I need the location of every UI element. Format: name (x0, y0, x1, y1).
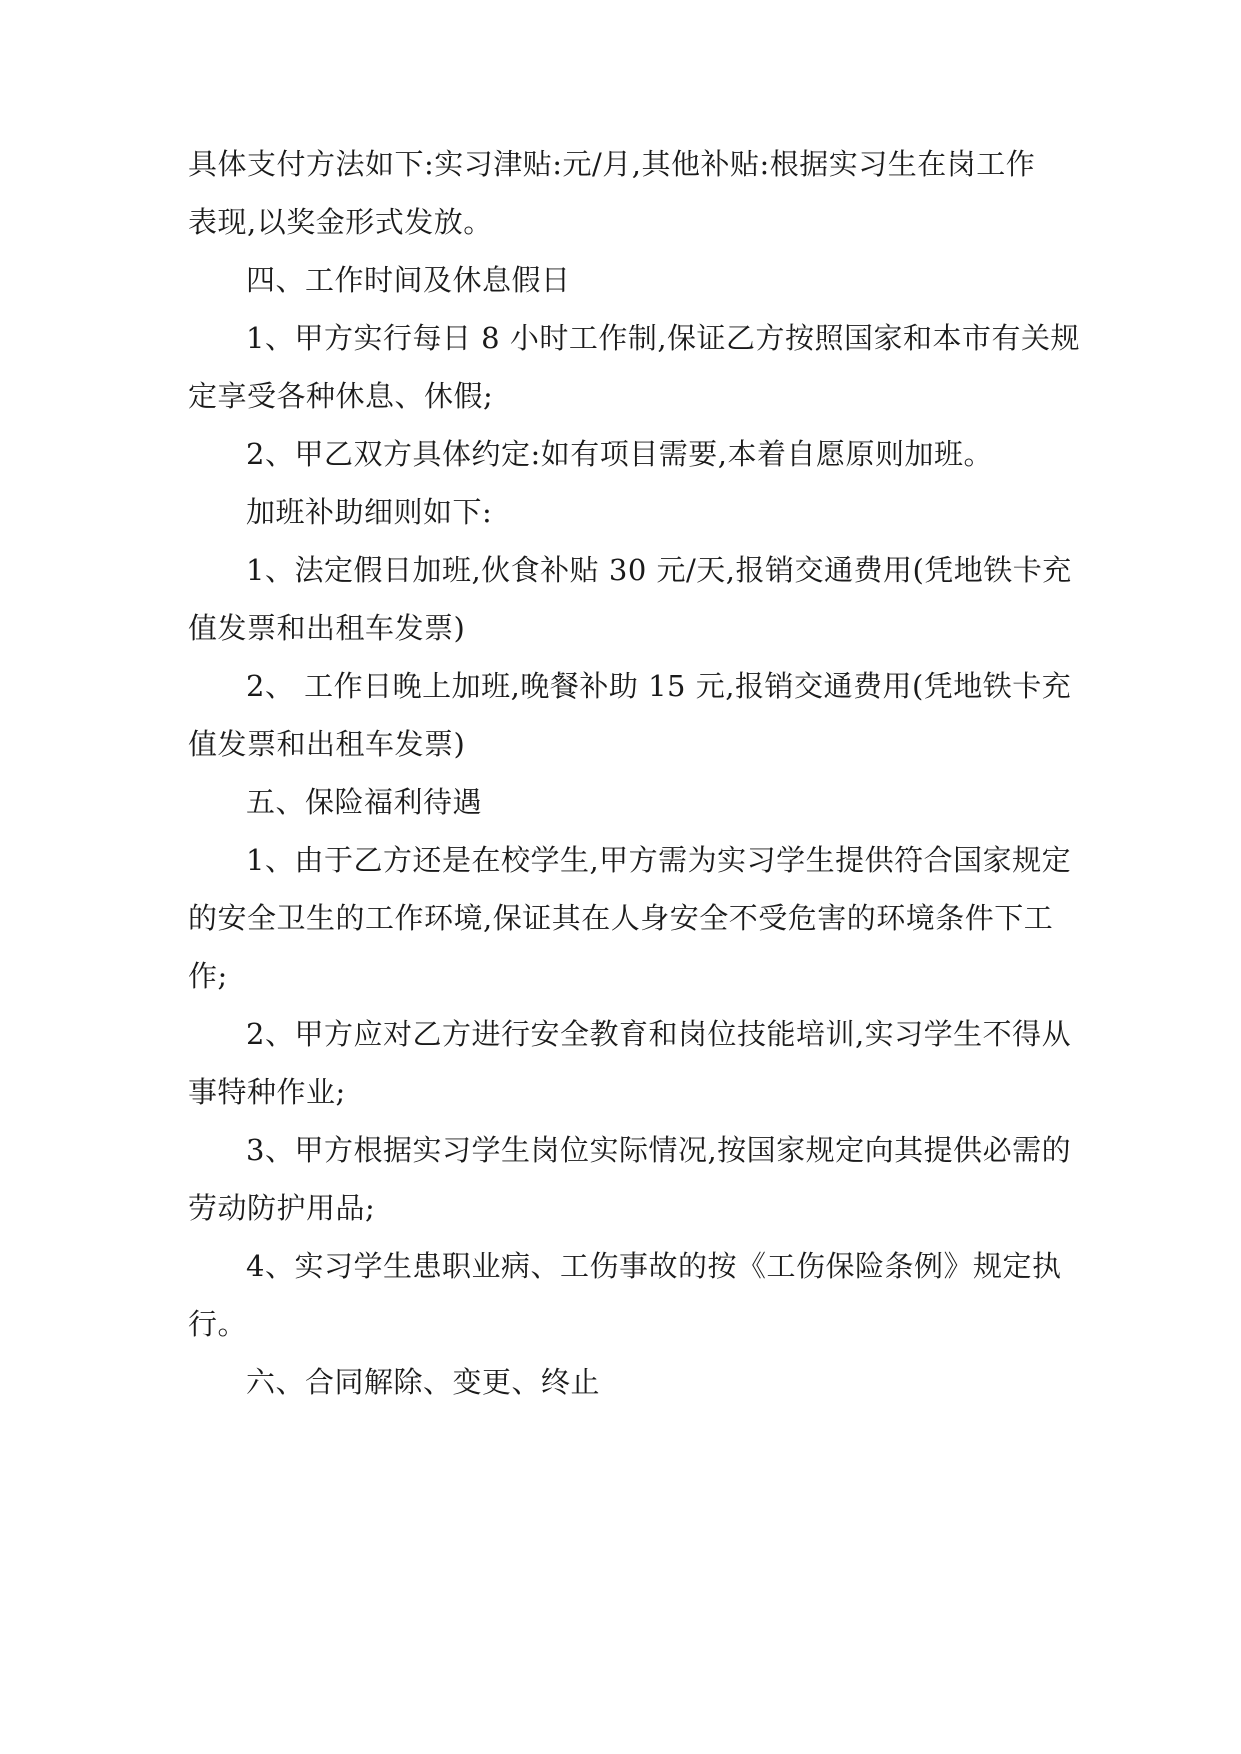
section-heading: 六、合同解除、变更、终止 (246, 1365, 601, 1399)
text-line: 的安全卫生的工作环境,保证其在人身安全不受危害的环境条件下工 (188, 901, 1054, 935)
text-line: 表现,以奖金形式发放。 (188, 205, 493, 239)
text-line: 值发票和出租车发票) (188, 611, 466, 645)
text-line: 2、甲方应对乙方进行安全教育和岗位技能培训,实习学生不得从 (246, 1017, 1072, 1051)
text-line: 1、由于乙方还是在校学生,甲方需为实习学生提供符合国家规定 (246, 843, 1072, 877)
text-line: 1、甲方实行每日 8 小时工作制,保证乙方按照国家和本市有关规 (246, 321, 1081, 355)
section-heading: 四、工作时间及休息假日 (246, 263, 571, 297)
text-line: 4、实习学生患职业病、工伤事故的按《工伤保险条例》规定执 (246, 1249, 1062, 1283)
text-line: 1、法定假日加班,伙食补贴 30 元/天,报销交通费用(凭地铁卡充 (246, 553, 1072, 587)
text-line: 值发票和出租车发票) (188, 727, 466, 761)
text-line: 3、甲方根据实习学生岗位实际情况,按国家规定向其提供必需的 (246, 1133, 1072, 1167)
text-line: 加班补助细则如下: (246, 495, 493, 529)
text-line: 具体支付方法如下:实习津贴:元/月,其他补贴:根据实习生在岗工作 (188, 147, 1036, 181)
text-line: 2、甲乙双方具体约定:如有项目需要,本着自愿原则加班。 (246, 437, 993, 471)
text-line: 事特种作业; (188, 1075, 346, 1109)
text-line: 2、 工作日晚上加班,晚餐补助 15 元,报销交通费用(凭地铁卡充 (246, 669, 1072, 703)
section-heading: 五、保险福利待遇 (246, 785, 483, 819)
text-line: 行。 (188, 1307, 248, 1341)
text-line: 作; (188, 959, 228, 993)
text-line: 定享受各种休息、休假; (188, 379, 494, 413)
text-line: 劳动防护用品; (188, 1191, 376, 1225)
